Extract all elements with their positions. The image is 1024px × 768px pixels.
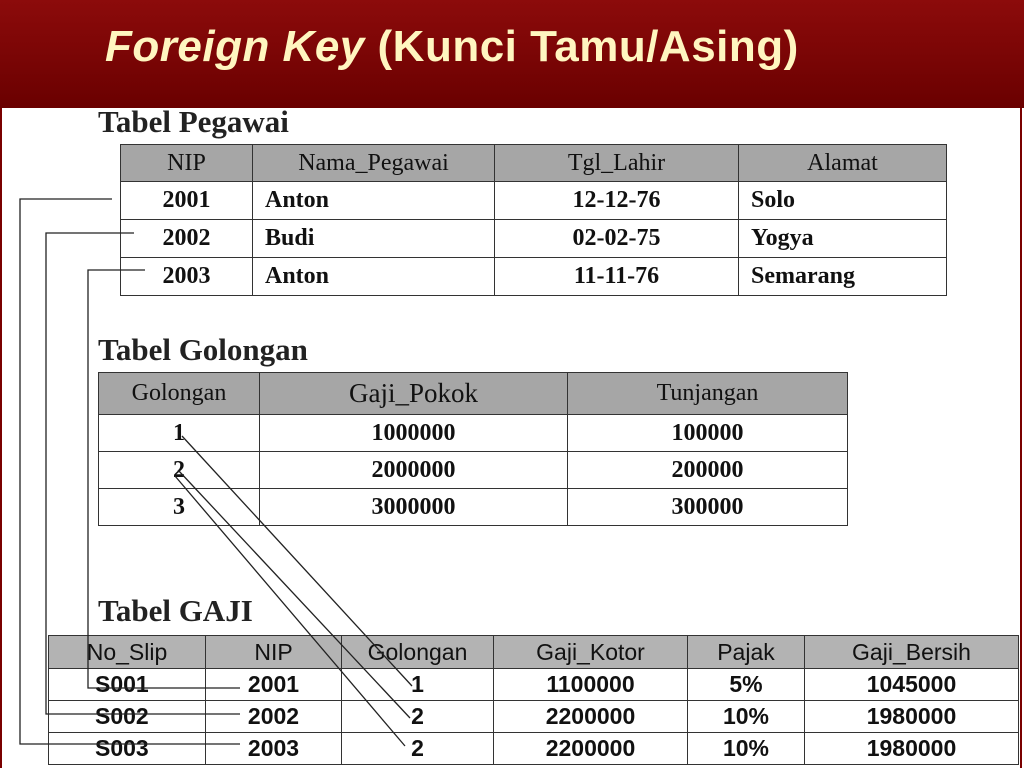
pegawai-header-nip: NIP xyxy=(121,145,253,182)
golongan-cell: 3 xyxy=(99,489,260,526)
gaji-header-pajak: Pajak xyxy=(688,636,805,669)
gaji-cell: S002 xyxy=(49,701,206,733)
gaji-cell: 2 xyxy=(342,733,494,765)
pegawai-cell: Yogya xyxy=(739,220,947,258)
pegawai-table xyxy=(120,144,947,296)
golongan-header-golongan: Golongan xyxy=(99,373,260,415)
pegawai-cell: Solo xyxy=(739,182,947,220)
table-row xyxy=(121,258,947,296)
gaji-cell: 10% xyxy=(688,701,805,733)
gaji-title: Tabel GAJI xyxy=(98,593,253,628)
gaji-cell: 2001 xyxy=(206,669,342,701)
table-row xyxy=(121,220,947,258)
golongan-title: Tabel Golongan xyxy=(98,332,308,367)
pegawai-cell: 12-12-76 xyxy=(495,182,739,220)
gaji-header-nip: NIP xyxy=(206,636,342,669)
golongan-cell: 1000000 xyxy=(260,415,568,452)
table-row xyxy=(49,669,1019,701)
pegawai-cell: 11-11-76 xyxy=(495,258,739,296)
pegawai-header-row xyxy=(121,145,947,182)
gaji-cell: 1045000 xyxy=(805,669,1019,701)
gaji-cell: 2003 xyxy=(206,733,342,765)
pegawai-cell: Anton xyxy=(253,258,495,296)
pegawai-cell: 2002 xyxy=(121,220,253,258)
pegawai-header-tgl: Tgl_Lahir xyxy=(495,145,739,182)
golongan-cell: 200000 xyxy=(568,452,848,489)
pegawai-cell: Semarang xyxy=(739,258,947,296)
pegawai-header-alamat: Alamat xyxy=(739,145,947,182)
golongan-cell: 3000000 xyxy=(260,489,568,526)
gaji-header-row xyxy=(49,636,1019,669)
gaji-table xyxy=(48,635,1019,765)
pegawai-cell: 02-02-75 xyxy=(495,220,739,258)
golongan-cell: 100000 xyxy=(568,415,848,452)
slide-title xyxy=(105,22,799,72)
gaji-cell: 5% xyxy=(688,669,805,701)
table-row xyxy=(99,452,848,489)
pegawai-cell: 2003 xyxy=(121,258,253,296)
table-row xyxy=(121,182,947,220)
golongan-cell: 2000000 xyxy=(260,452,568,489)
title-foreign-key: Foreign Key xyxy=(105,22,365,71)
gaji-cell: 1980000 xyxy=(805,733,1019,765)
gaji-header-no-slip: No_Slip xyxy=(49,636,206,669)
golongan-cell: 2 xyxy=(99,452,260,489)
gaji-cell: 1 xyxy=(342,669,494,701)
pegawai-cell: 2001 xyxy=(121,182,253,220)
gaji-cell: S003 xyxy=(49,733,206,765)
gaji-cell: 1100000 xyxy=(494,669,688,701)
pegawai-cell: Anton xyxy=(253,182,495,220)
gaji-header-gaji-bersih: Gaji_Bersih xyxy=(805,636,1019,669)
golongan-cell: 1 xyxy=(99,415,260,452)
table-row xyxy=(49,733,1019,765)
gaji-header-golongan: Golongan xyxy=(342,636,494,669)
gaji-cell: 2200000 xyxy=(494,733,688,765)
golongan-header-row xyxy=(99,373,848,415)
golongan-header-gaji-pokok: Gaji_Pokok xyxy=(260,373,568,415)
gaji-cell: 1980000 xyxy=(805,701,1019,733)
gaji-cell: 2200000 xyxy=(494,701,688,733)
table-row xyxy=(49,701,1019,733)
gaji-cell: 2 xyxy=(342,701,494,733)
pegawai-cell: Budi xyxy=(253,220,495,258)
gaji-cell: 2002 xyxy=(206,701,342,733)
golongan-cell: 300000 xyxy=(568,489,848,526)
table-row xyxy=(99,415,848,452)
gaji-cell: S001 xyxy=(49,669,206,701)
title-bar xyxy=(0,0,1024,108)
title-subtitle: (Kunci Tamu/Asing) xyxy=(377,22,799,71)
golongan-header-tunjangan: Tunjangan xyxy=(568,373,848,415)
golongan-table xyxy=(98,372,848,526)
table-row xyxy=(99,489,848,526)
gaji-header-gaji-kotor: Gaji_Kotor xyxy=(494,636,688,669)
pegawai-title: Tabel Pegawai xyxy=(98,104,289,139)
gaji-cell: 10% xyxy=(688,733,805,765)
pegawai-header-nama: Nama_Pegawai xyxy=(253,145,495,182)
